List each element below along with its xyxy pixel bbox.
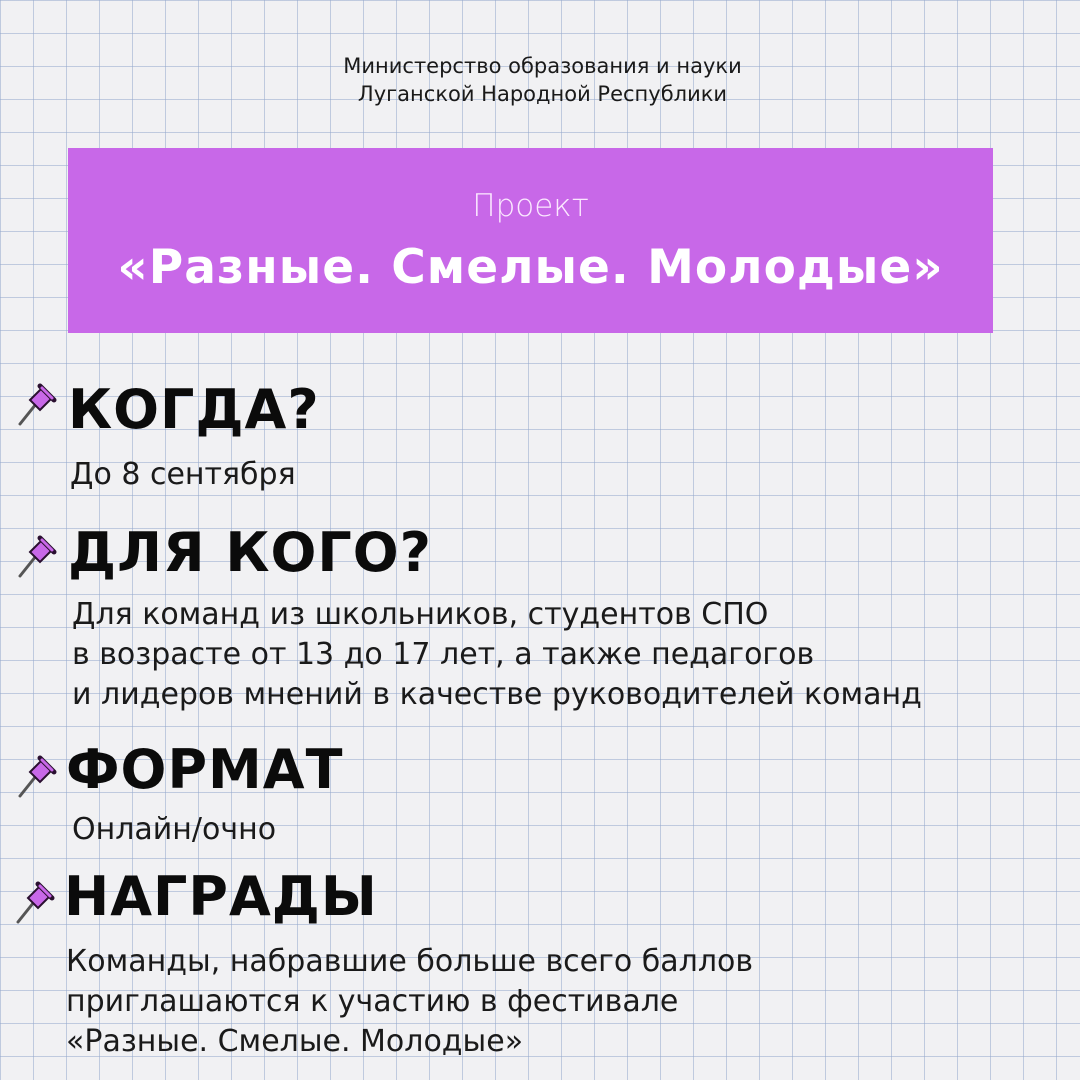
heading-format: ФОРМАТ [66,738,344,801]
text-format [72,810,276,850]
ministry-header [0,52,1080,108]
pushpin-icon [14,878,58,924]
banner-title: «Разные. Смелые. Молодые» [117,240,944,295]
text-line: Онлайн/очно [72,812,277,847]
banner-subtitle: Проект [472,188,589,224]
pushpin-icon [16,380,60,426]
text-awards [66,942,753,1062]
text-for-whom [72,595,922,715]
ministry-line-2: Луганской Народной Республики [357,82,728,106]
heading-for-whom: ДЛЯ КОГО? [68,521,433,584]
pushpin-icon [16,752,60,798]
text-line: и лидеров мнений в качестве руководителей команд [72,677,922,712]
text-line: «Разные. Смелые. Молодые» [66,1024,524,1059]
text-line: приглашаются к участию в фестивале [66,984,679,1019]
text-line: Для команд из школьников, студентов СПО [72,597,769,632]
pushpin-icon [16,532,60,578]
heading-awards: НАГРАДЫ [64,865,378,928]
text-line: До 8 сентября [70,457,296,492]
heading-when: КОГДА? [68,378,320,441]
text-line: в возрасте от 13 до 17 лет, а также педагогов [72,637,815,672]
text-when [70,455,296,495]
text-line: Команды, набравшие больше всего баллов [66,944,754,979]
ministry-line-1: Министерство образования и науки [343,54,742,78]
project-banner [68,148,993,333]
